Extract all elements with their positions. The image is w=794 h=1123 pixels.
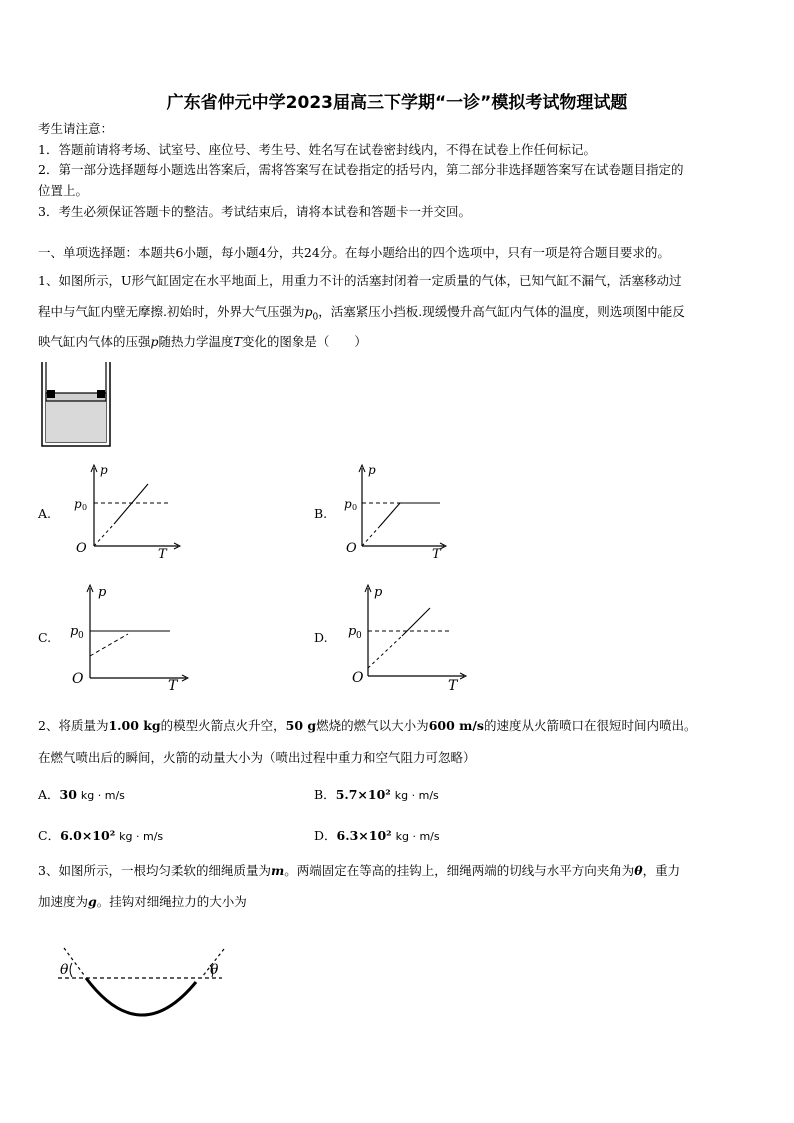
p0-sub: 0 <box>78 631 84 641</box>
axis-t-label: T <box>158 547 167 562</box>
p0-label: p <box>348 624 357 639</box>
axis-p-label: p <box>368 463 376 477</box>
origin-label: O <box>346 541 357 556</box>
q1-graph-a <box>68 462 188 562</box>
p0-label: p <box>344 497 352 511</box>
notice-item-3: 3．考生必须保证答题卡的整洁。考试结束后，请将本试卷和答题卡一并交回。 <box>38 204 471 219</box>
theta-label-left: θ <box>60 962 69 978</box>
q1-option-d-label[interactable]: D. <box>314 630 328 645</box>
section-heading: 一、单项选择题：本题共6小题，每小题4分，共24分。在每小题给出的四个选项中，只有一项是符合题目要求的。 <box>38 245 670 260</box>
q1-option-b-label[interactable]: B. <box>314 506 328 521</box>
q1-line-1: 1、如图所示，U形气缸固定在水平地面上，用重力不计的活塞封闭着一定质量的气体，已知气缸不漏气，活塞移动过 <box>38 273 682 288</box>
p0-label: p <box>70 624 79 639</box>
page-title: 广东省仲元中学2023届高三下学期“一诊”模拟考试物理试题 <box>166 93 628 113</box>
origin-label: O <box>72 671 84 687</box>
axis-t-label: T <box>432 547 441 562</box>
axis-p-label: p <box>98 585 107 600</box>
q1-option-a-label[interactable]: A. <box>38 506 52 521</box>
q1-line-2: 程中与气缸内壁无摩擦.初始时，外界大气压强为$p_0$，活塞紧压小挡板.现缓慢升高气缸内气体的温度，则选项图中能反 <box>38 304 685 323</box>
q2-option-d[interactable]: D．6.3×10² kg · m/s <box>314 828 440 843</box>
q3-line-2: 加速度为g。挂钩对细绳拉力的大小为 <box>38 894 247 909</box>
origin-label: O <box>352 670 364 686</box>
q2-line-2: 在燃气喷出后的瞬间，火箭的动量大小为（喷出过程中重力和空气阻力可忽略） <box>38 750 476 765</box>
notice-item-2-cont: 位置上。 <box>38 183 89 198</box>
q1-graph-d <box>344 582 474 692</box>
q3-line-1: 3、如图所示，一根均匀柔软的细绳质量为m。两端固定在等高的挂钩上，细绳两端的切线与水平方向夹角为θ，重力 <box>38 863 681 878</box>
p0-sub: 0 <box>352 503 358 512</box>
q1-option-c-label[interactable]: C. <box>38 630 52 645</box>
axis-t-label: T <box>168 678 178 692</box>
axis-p-label: p <box>100 463 108 477</box>
notice-item-2: 2．第一部分选择题每小题选出答案后，需将答案写在试卷指定的括号内，第二部分非选择题答案写在试卷题目指定的 <box>38 162 684 177</box>
q2-line-1: 2、将质量为1.00 kg的模型火箭点火升空，50 g燃烧的燃气以大小为600 m/s的速度从火箭喷口在很短时间内喷出。 <box>38 718 697 733</box>
q2-option-c[interactable]: C．6.0×10² kg · m/s <box>38 828 164 843</box>
axis-p-label: p <box>374 585 383 600</box>
q2-option-a[interactable]: A．30 kg · m/s <box>38 787 125 802</box>
theta-label-right: θ <box>210 962 219 978</box>
q2-option-b[interactable]: B．5.7×10² kg · m/s <box>314 787 439 802</box>
q1-graph-c <box>66 582 196 692</box>
q1-graph-b <box>340 462 460 562</box>
cylinder-figure <box>38 360 118 450</box>
notice-heading: 考生请注意： <box>38 121 114 136</box>
origin-label: O <box>76 541 87 556</box>
p0-sub: 0 <box>356 631 362 641</box>
rope-figure <box>50 935 240 1025</box>
q1-line-3: 映气缸内气体的压强p随热力学温度T变化的图象是（ ） <box>38 334 367 349</box>
p0-label: p <box>74 497 82 511</box>
axis-t-label: T <box>448 678 458 692</box>
p0-sub: 0 <box>82 503 88 512</box>
notice-item-1: 1．答题前请将考场、试室号、座位号、考生号、姓名写在试卷密封线内，不得在试卷上作任何标记。 <box>38 142 596 157</box>
